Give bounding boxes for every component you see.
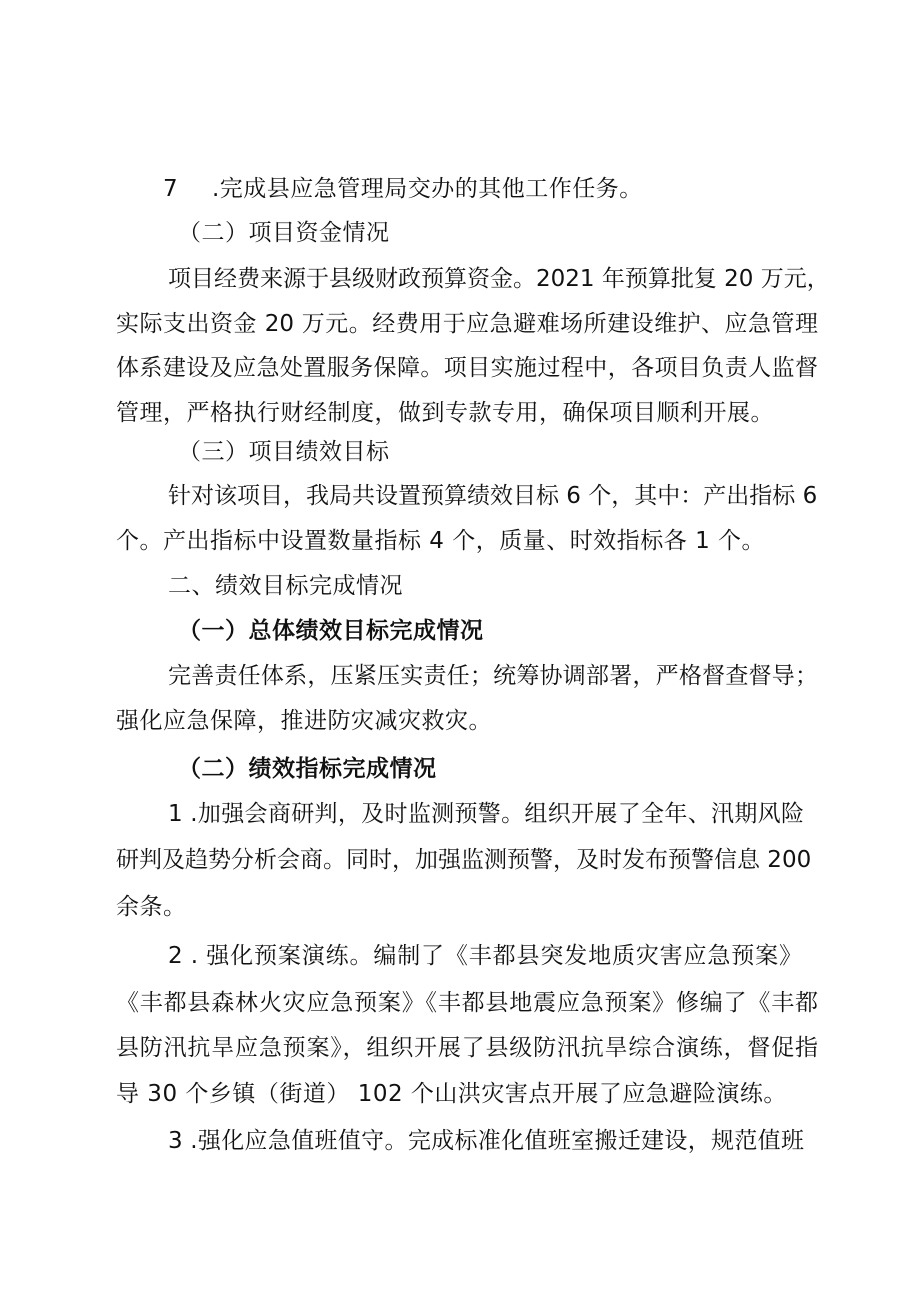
item-2-line-1: 2 . 强化预案演练。编制了《丰都县突发地质灾害应急预案》 — [168, 943, 802, 969]
item-7-number: 7 — [163, 176, 179, 202]
target-paragraph-line-2: 个。产出指标中设置数量指标 4 个，质量、时效指标各 1 个。 — [116, 528, 766, 554]
funds-paragraph-line-2: 实际支出资金 20 万元。经费用于应急避难场所建设维护、应急管理 — [116, 311, 818, 337]
overall-paragraph-line-2: 强化应急保障，推进防灾减灾救灾。 — [116, 708, 492, 734]
section-target-heading: （三）项目绩效目标 — [178, 439, 390, 465]
section-funds-heading: （二）项目资金情况 — [178, 220, 390, 246]
item-1-line-3: 余条。 — [116, 894, 187, 920]
funds-paragraph-line-3: 体系建设及应急处置服务保障。项目实施过程中，各项目负责人监督 — [116, 355, 818, 381]
indicator-completion-heading: （二）绩效指标完成情况 — [178, 756, 437, 782]
item-7-line — [0, 172, 920, 206]
item-2-line-3: 县防汛抗旱应急预案》，组织开展了县级防汛抗旱综合演练，督促指 — [116, 1035, 818, 1061]
item-2-line-2: 《丰都县森林火灾应急预案》《丰都县地震应急预案》修编了《丰都 — [116, 990, 818, 1016]
overall-paragraph-line-1: 完善责任体系，压紧压实责任；统筹协调部署，严格督查督导； — [168, 663, 818, 689]
item-3-line-1: 3 .强化应急值班值守。完成标准化值班室搬迁建设，规范值班 — [168, 1128, 804, 1154]
item-1-line-2: 研判及趋势分析会商。同时，加强监测预警，及时发布预警信息 200 — [116, 847, 812, 873]
overall-performance-heading: （一）总体绩效目标完成情况 — [178, 618, 484, 644]
funds-paragraph-line-1: 项目经费来源于县级财政预算资金。2021 年预算批复 20 万元， — [168, 266, 830, 292]
item-7-text: .完成县应急管理局交办的其他工作任务。 — [212, 176, 643, 202]
part-two-heading: 二、绩效目标完成情况 — [168, 573, 403, 599]
item-2-line-4: 导 30 个乡镇（街道） 102 个山洪灾害点开展了应急避险演练。 — [116, 1081, 787, 1107]
item-1-line-1: 1 .加强会商研判，及时监测预警。组织开展了全年、汛期风险 — [168, 801, 804, 827]
target-paragraph-line-1: 针对该项目，我局共设置预算绩效目标 6 个，其中：产出指标 6 — [168, 483, 818, 509]
funds-paragraph-line-4: 管理，严格执行财经制度，做到专款专用，确保项目顺利开展。 — [116, 400, 774, 426]
